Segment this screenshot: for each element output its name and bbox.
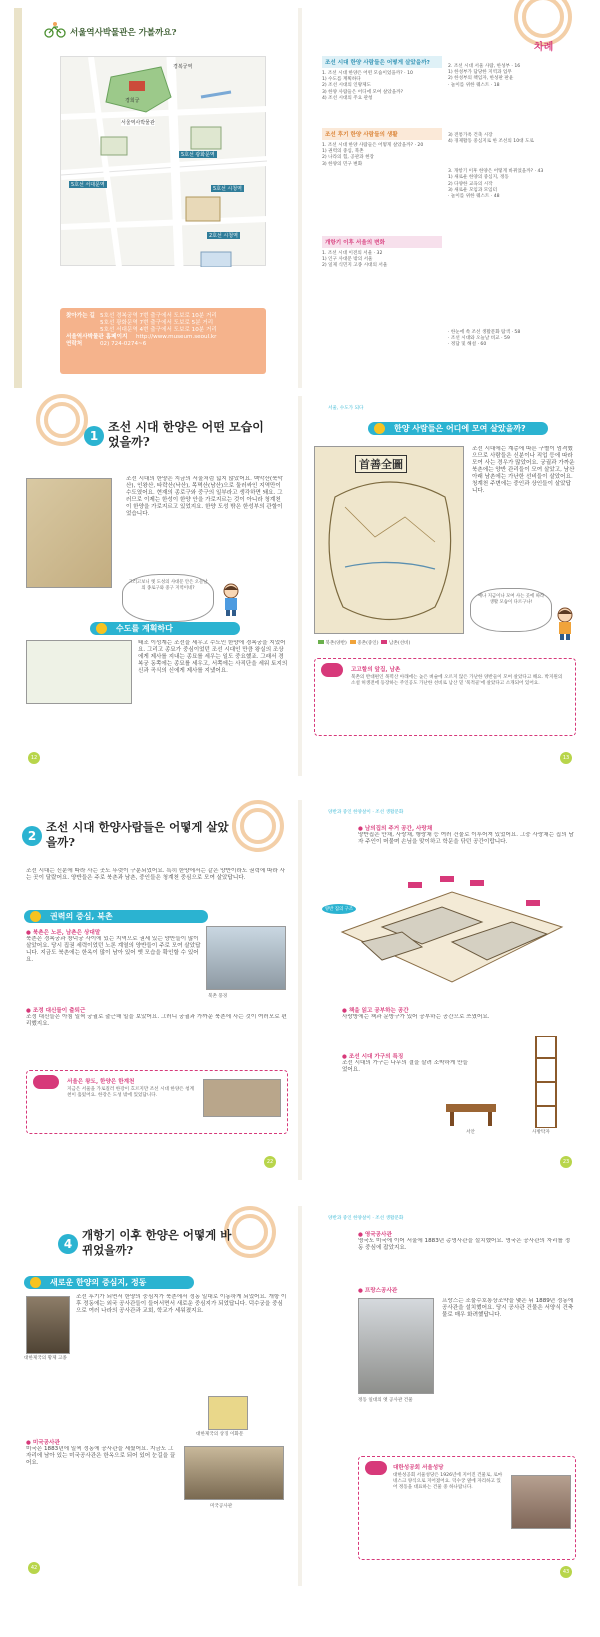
info-note <box>314 658 576 736</box>
spread-contents <box>14 8 586 388</box>
house-label-badge: 양반 집의 구조 <box>322 904 356 914</box>
speech-bubble: 그러고보니 옛 도성의 사대문 안은 오늘날의 종로구와 중구 지역이네? <box>122 574 214 622</box>
toc-section-1-header: 조선 시대 한양 사람들은 어떻게 살았을까? <box>322 56 442 68</box>
contents-title: 차례 <box>534 42 554 53</box>
shelf-illustration <box>534 1036 558 1128</box>
spread-chapter-1 <box>14 396 586 776</box>
toc-item[interactable]: 3) 전통가옥 건축 시장 <box>448 132 493 138</box>
toc-section-3 <box>322 236 442 270</box>
house-illustration <box>322 872 576 998</box>
page-42 <box>14 1206 298 1586</box>
legend-label: 북촌(양반) <box>325 641 347 646</box>
cathedral-photo <box>511 1475 571 1529</box>
note-title: 고고할의 앞집, 남촌 <box>351 667 401 673</box>
toc-item[interactable]: 2) 다양한 교육의 시작 <box>448 181 493 187</box>
map-label-cityhall2: 2호선 시청역 <box>209 233 238 239</box>
toc-item[interactable]: · 놀이를 위한 퀘스트 · 18 <box>448 82 500 88</box>
page-number: 13 <box>560 752 572 764</box>
map-title: 首善全圖 <box>355 455 407 473</box>
chapter-intro: 조선 시대는 신분에 따라 사는 곳도 뚜렷이 구분되었어요. 특히 한양에서는 같은 양반이라도 권력에 따라 사는 곳이 달랐어요. 양반들은 주로 북촌과 남촌, 중인들은 청계천 중심으로 모여 살았답니다. <box>26 868 286 881</box>
subheading: ● 책을 읽고 공부하는 공간 <box>342 1008 409 1014</box>
subsection-body: 미국은 1883년에 일찍 정동에 공사관을 세웠어요. 지금도 그 자리에 남아 있는 미국공사관은 한옥으로 되어 있어 눈길을 끌어요. <box>26 1446 176 1466</box>
chapter-body: 조선 후기가 되면서 한양의 중심지가 북촌에서 정동 일대로 이동하게 되었어요. 개항 이후 정동에는 외국 공사관들이 들어서면서 새로운 중심지가 되었답니다. 덕수궁을 중심으로 여러 나라의 공사관과 교회, 학교가 세워졌지요. <box>76 1294 287 1314</box>
bulb-icon <box>365 1461 387 1475</box>
photo-caption: 정동 일대의 옛 공사관 건물 <box>358 1398 413 1403</box>
legation-photo <box>358 1298 434 1394</box>
subheading: ● 조정 대신들이 출퇴근 <box>26 1008 86 1014</box>
page-23 <box>302 800 586 1180</box>
toc-item[interactable]: 1. 조선 시대 한양 사람들은 어떻게 살았을까? · 20 <box>322 143 424 148</box>
legend-label: 남촌(선비) <box>388 641 411 646</box>
toc-item[interactable]: 3) 한양 사람들은 어디에 모여 살았을까? <box>322 89 404 95</box>
section-pill: 한양 사람들은 어디에 모여 살았을까? <box>368 422 548 435</box>
running-header: 양반과 중인 한양살이 · 조선 생활문화 <box>328 1216 404 1221</box>
page-number: 23 <box>560 1156 572 1168</box>
section-pill: 권력의 중심, 북촌 <box>24 910 208 923</box>
page-number: 42 <box>28 1562 40 1574</box>
section-pill: 새로운 한양의 중심지, 정동 <box>24 1276 194 1289</box>
subheading: ● 조선 시대 가구의 특징 <box>342 1054 404 1060</box>
subheading: ● 남의집의 주거 공간, 사랑채 <box>358 826 433 832</box>
toc-item[interactable]: · 한눈에 쏙 조선 생활문화 탐색 · 58 <box>448 330 521 335</box>
toc-section-2 <box>322 128 442 168</box>
toc-item[interactable]: 1) 한성부가 담당한 지역과 업무 <box>448 70 512 76</box>
subsection-body: 사랑방에는 책과 문방구가 있어 공부하는 공간으로 쓰였어요. <box>342 1014 490 1020</box>
toc-item[interactable]: 4) 경제활동 중심지로 한 조선의 10대 도로 <box>448 139 534 145</box>
speech-bubble: 예나 지금이나 모여 사는 곳에 따라 생활 모습이 다르구나! <box>470 588 552 632</box>
emperor-portrait <box>26 1296 70 1354</box>
map-label-seodaemun: 5호선 서대문역 <box>71 182 105 188</box>
photo-caption: 미국공사관 <box>210 1504 233 1509</box>
toc-item[interactable]: 1) 수도를 계획하다 <box>322 77 361 83</box>
cheonggyecheon-photo <box>203 1079 281 1117</box>
photo-caption: 북촌 풍경 <box>208 994 228 999</box>
chapter-title: 조선 시대 한양은 어떤 모습이었을까? <box>108 420 264 449</box>
toc-item[interactable]: 3) 한양의 민구 변화 <box>322 161 363 167</box>
subsection-body: 조선 시대의 가구는 나무의 결을 살려 소박하게 만들었어요. <box>342 1060 468 1073</box>
bike-icon <box>44 22 66 38</box>
museum-map <box>60 56 266 266</box>
map-label-gwanghwamun: 5호선 광화문역 <box>181 152 215 158</box>
toc-footer <box>448 330 576 349</box>
toc-item[interactable]: 1) 권력의 중심, 북촌 <box>322 149 364 155</box>
museum-title: 서울역사박물관은 가볼까요? <box>70 28 177 38</box>
note-body: 북촌의 반대편인 목멱산 아래에는 높은 벼슬에 오르지 않은 가난한 양반들이 모여 살았다고 해요. 박지원의 소설 허생전에 등장하는 주인공도 가난한 선비로 남산 밑 '묵적골'에 살았다고 소개되어 있어요. <box>351 675 563 687</box>
toc-item[interactable]: 2) 나라의 힘, 공관과 현장 <box>322 155 374 161</box>
bulb-icon <box>321 663 343 677</box>
bulb-icon <box>33 1075 59 1089</box>
chapter-number-badge: 4 <box>58 1234 78 1254</box>
info-row-2: 5호선 광화문역 7번 출구에서 도보로 5분 거리 <box>100 320 214 326</box>
toc-item[interactable]: 1. 조선 시대 한양은 어떤 모습이었을까? · 10 <box>322 71 413 76</box>
page-number: 22 <box>264 1156 276 1168</box>
map-legend <box>318 640 468 646</box>
us-legation-photo <box>184 1446 284 1500</box>
page-12 <box>14 396 298 776</box>
toc-item[interactable]: 3. 개항기 이후 한양은 어떻게 바뀌었을까? · 43 <box>448 169 544 175</box>
map-label-palace: 경희궁 <box>125 98 140 104</box>
old-map-image <box>26 478 112 588</box>
spread-chapter-2 <box>14 800 586 1180</box>
bukchon-photo <box>206 926 286 990</box>
page-43 <box>302 1206 586 1586</box>
toc-section-1 <box>322 56 442 102</box>
chapter-body-1: 조선 시대의 한양은 지금의 서울처럼 넓지 않았어요. 백악산(북악산), 인왕산, 타락산(낙산), 목멱산(남산)으로 둘러싸인 지역만이 수도였어요. 현재의 종로구와 중구의 일부라고 생각하면 돼요. 그러므로 이제는 한성이 한양 안을 가로지르는 것이 아니라 청계천이 한양을 가로지르고 있었지요. 한양 도성 밖은 한성부의 관할이었습니다. <box>126 476 283 517</box>
furniture-caption: 사방탁자 <box>532 1130 550 1135</box>
subheading: ● 영국공사관 <box>358 1232 392 1238</box>
child-character <box>220 582 242 616</box>
toc-item[interactable]: 2) 조선 시대의 인왕제도 <box>322 83 372 89</box>
map-label-cityhall5: 5호선 시청역 <box>213 186 242 192</box>
photo-caption: 대한제국의 황제 고종 <box>24 1356 67 1361</box>
chapter-body-2: 태조 이성계는 조선을 세우고 수도인 한양에 경복궁을 지었어요. 그리고 종묘가 중심이었던 조선 시대인 만큼 왕실의 조상에게 제사를 지내는 종묘를 세우는 일도 중요했죠. 그래서 경복궁 동쪽에는 종묘를 세우고, 서쪽에는 사직단을 세워 토지의 신과 곡식의 신에게 제사를 지냈어요. <box>138 640 288 674</box>
subsection-body: 영국도 미국에 이어 서울에 1883년 총영사관을 설치했어요. 영국은 공사관의 자리를 정동 중심에 잡았지요. <box>358 1238 571 1251</box>
emblem-image <box>208 1396 248 1430</box>
page-number: 43 <box>560 1566 572 1578</box>
info-note <box>26 1070 288 1134</box>
decor-swirl <box>522 0 564 38</box>
map-label-museum: 서울역사박물관 <box>121 120 155 126</box>
toc-item[interactable]: 3) 새로운 모임과 모임터 <box>448 187 498 193</box>
toc-item[interactable]: 1) 새로운 한양의 중심지, 정동 <box>448 175 509 181</box>
decor-swirl <box>240 808 276 844</box>
subsection-body: 북촌은 경복궁과 창덕궁 사이에 있는 지역으로 권세 있는 양반들이 많이 살았어요. 당시 집권 세력이었던 노론 계열의 양반들이 주로 모여 살았답니다. 지금도 북촌에는 한옥이 많이 남아 있어 옛 모습을 확인할 수 있어요. <box>26 936 201 963</box>
running-header: 양반과 중인 한양살이 · 조선 생활문화 <box>328 810 404 815</box>
writing-desk-illustration <box>442 1098 500 1128</box>
toc-item[interactable]: 4) 조선 시대의 주요 관청 <box>322 95 373 101</box>
info-row-1: 찾아가는 길 5호선 경복궁역 7번 출구에서 도보로 10분 거리 <box>66 313 217 319</box>
toc-item[interactable]: · 정답 및 해설 · 60 <box>448 342 487 348</box>
page-edge <box>14 8 22 388</box>
note-title: 대한성공회 서울성당 <box>393 1465 444 1471</box>
note-title: 서울은 왕도, 한양은 한계천 <box>67 1079 135 1085</box>
subsection-body: 조정 대신들은 아침 일찍 궁궐로 출근해 일을 보았어요. 그러니 궁궐과 가까운 북촌에 사는 것이 여러모로 편리했지요. <box>26 1014 287 1027</box>
subheading: ● 프랑스공사관 <box>358 1288 398 1294</box>
toc-item[interactable]: · 놀이를 위한 퀘스트 · 48 <box>448 194 500 200</box>
note-body: 지금은 서울을 가로질러 한강이 흐르지만 조선 시대 한양은 청계천이 흘렀어요. 한강은 도성 밖에 있었답니다. <box>67 1087 195 1099</box>
toc-item[interactable]: · 조선 시대와 오늘날 비교 · 59 <box>448 336 510 342</box>
running-header: 서울, 수도가 되다 <box>328 406 364 411</box>
page-contents <box>302 8 586 388</box>
map-label-gyeongbok: 경복궁역 <box>173 64 193 70</box>
toc-item[interactable]: 1. 조선 시대 이전의 서울 · 32 <box>322 251 383 256</box>
chapter-number-badge: 2 <box>22 826 42 846</box>
old-map-drawing <box>315 447 465 635</box>
chapter-title: 개항기 이후 한양은 어떻게 바뀌었을까? <box>82 1228 232 1257</box>
info-box <box>60 308 266 374</box>
legend-swatch <box>350 640 356 644</box>
photo-caption: 대한제국의 상징 이화문 <box>196 1432 244 1437</box>
note-body: 대한성공회 서울성당은 1926년에 지어진 건물로, 로마네스크 양식으로 지어졌어요. 덕수궁 옆에 자리하고 있어 정동을 대표하는 건물 중 하나랍니다. <box>393 1473 503 1491</box>
page-13 <box>302 396 586 776</box>
toc-item[interactable]: 2) 한성부의 책임자, 한성판 판윤 <box>448 76 514 82</box>
decor-swirl <box>44 402 80 438</box>
page-number: 12 <box>28 752 40 764</box>
subsection-body: 양반집은 안채, 사랑채, 행랑채 등 여러 건물로 이루어져 있었어요. 그중 사랑채는 집의 남자 주인이 머물며 손님을 맞이하고 학문을 닦던 공간이랍니다. <box>358 832 574 845</box>
spread-chapter-4 <box>14 1206 586 1586</box>
chapter-number-badge: 1 <box>84 426 104 446</box>
legend-swatch <box>381 640 387 644</box>
toc-section-2-header: 조선 후기 한양 사람들의 생활 <box>322 128 442 140</box>
hanyang-map-image <box>26 640 132 704</box>
info-note <box>358 1456 576 1560</box>
toc-item[interactable]: 1) 인구 사대문 밖의 서울 <box>322 257 373 263</box>
legend-swatch <box>318 640 324 644</box>
chapter-title: 조선 시대 한양사람들은 어떻게 살았을까? <box>46 820 229 849</box>
toc-section-3-header: 개항기 이후 서울의 변화 <box>322 236 442 248</box>
info-row-3: 5호선 서대문역 4번 출구에서 도보로 10분 거리 <box>100 327 217 333</box>
page-22 <box>14 800 298 1180</box>
furniture-caption: 서안 <box>466 1130 475 1135</box>
subheading: ● 북촌은 노론, 남촌은 상대말 <box>26 930 101 936</box>
section-pill: 수도를 계획하다 <box>90 622 240 635</box>
subsection-body: 프랑스는 조불수호통상조약을 맺은 뒤 1889년 정동에 공사관을 설치했어요. 당시 공사관 건물은 서양식 건축물로 매우 화려했답니다. <box>442 1298 574 1318</box>
section-body: 조선 시대에는 계층에 따른 구별이 엄격했으므로 사람들은 신분이나 직업 등에 따라 모여 사는 경우가 많았어요. 궁궐과 가까운 북촌에는 양반 관리들이 모여 살았고, 남산 아래 남촌에는 가난한 선비들이 살았어요. 청계천 주변에는 중인과 상인들이 살았답니다. <box>472 446 575 494</box>
page-museum-info <box>14 8 298 388</box>
toc-column-2 <box>448 64 576 200</box>
toc-item[interactable]: 2) 일제 식민지 고종 시대의 서울 <box>322 263 388 269</box>
child-character <box>554 606 576 640</box>
toc-item[interactable]: 2. 조선 시대 서울 사람, 한성부 · 16 <box>448 64 521 69</box>
info-row-5: 연락처 02) 724-0274~6 <box>66 341 147 347</box>
subheading: ● 미국공사관 <box>26 1440 60 1446</box>
info-row-4: 서울역사박물관 홈페이지 http://www.museum.seoul.kr <box>66 334 217 340</box>
legend-label: 중촌(중인) <box>357 641 379 646</box>
old-city-map-image <box>314 446 464 634</box>
